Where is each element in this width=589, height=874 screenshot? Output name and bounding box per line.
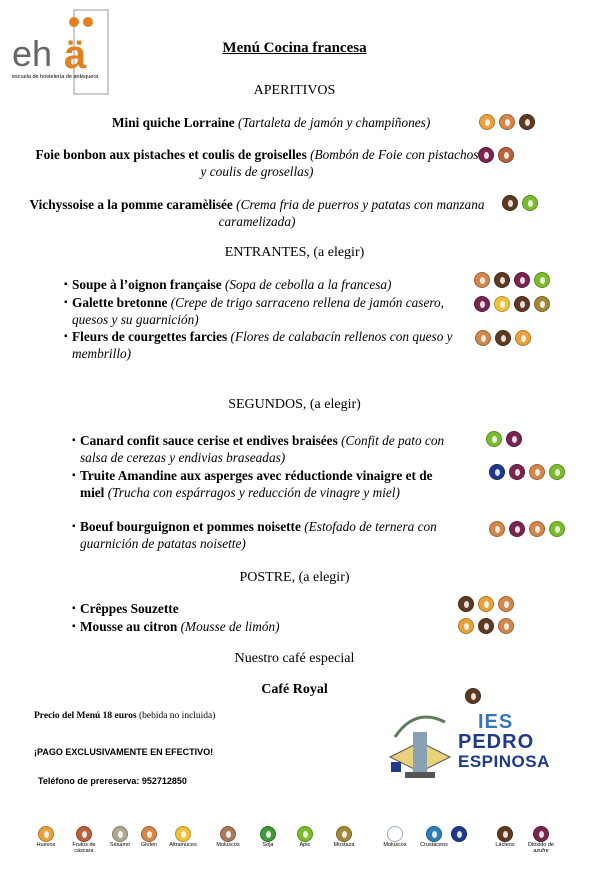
bullet: ▪ — [72, 435, 76, 446]
menu-item — [64, 294, 457, 328]
crustacean-icon — [426, 826, 442, 842]
celery-icon — [297, 826, 313, 842]
item-name: Truite Amandine aux asperges avec réductionde vinaigre et de miel — [80, 468, 433, 500]
celery-icon — [486, 431, 502, 447]
sulphite-icon — [514, 272, 530, 288]
section-aperitivos: APERITIVOS — [253, 83, 336, 98]
legend-item — [521, 826, 561, 854]
item-desc: (Confit de pato con salsa de cerezas y endivias braseadas) — [80, 433, 445, 465]
celery-icon — [549, 521, 565, 537]
allergen-icons — [486, 431, 522, 447]
mustard-icon — [534, 296, 550, 312]
allergen-icons — [502, 195, 538, 211]
legend-item — [208, 826, 248, 848]
legend-label: Mostaza — [333, 842, 355, 848]
fish-icon — [489, 464, 505, 480]
svg-text:eh: eh — [12, 33, 53, 74]
item-desc: (Trucha con espárragos y reducción de vinagre y miel) — [107, 485, 400, 500]
sulphite-icon — [474, 296, 490, 312]
bullet: ▪ — [64, 279, 68, 290]
fish-icon — [451, 826, 467, 842]
ies-crest-icon — [385, 702, 455, 782]
sulphite-icon — [509, 521, 525, 537]
mustard-icon — [336, 826, 352, 842]
sulphite-icon — [478, 147, 494, 163]
legend-label: Lácteos — [495, 842, 515, 848]
cafe-name: Café Royal — [261, 682, 328, 697]
legend-item — [414, 826, 454, 848]
bullet: ▪ — [72, 603, 76, 614]
item-name: Crêppes Souzette — [80, 601, 179, 616]
price-note: (bebida no incluida) — [138, 711, 216, 721]
item-name: Boeuf bourguignon et pommes noisette — [80, 519, 301, 534]
celery-icon — [534, 272, 550, 288]
item-name: Mini quiche Lorraine — [112, 115, 235, 130]
gluten-icon — [499, 114, 515, 130]
legend-label: Apio — [299, 842, 311, 848]
dairy-icon — [458, 596, 474, 612]
legend-label: Gluten — [140, 842, 158, 848]
dairy-icon — [497, 826, 513, 842]
celery-icon — [549, 464, 565, 480]
sesame-icon — [112, 826, 128, 842]
dairy-icon — [478, 618, 494, 634]
price-label: Precio del Menú 18 euros — [34, 711, 137, 721]
legend-item — [248, 826, 288, 848]
legend-label: Soja — [262, 842, 274, 848]
soy-icon — [260, 826, 276, 842]
item-desc: (Bombón de Foie con pistachos y coulis de grosellas) — [200, 147, 479, 179]
item-desc: (Crepe de trigo sarraceno rellena de jamón casero, quesos y su guarnición) — [72, 295, 445, 327]
allergen-icons — [489, 464, 565, 480]
bullet: ▪ — [72, 621, 76, 632]
celery-icon — [522, 195, 538, 211]
allergen-icons — [489, 521, 565, 537]
menu-item — [72, 432, 470, 466]
legend-label: Dióxido de azufre — [528, 842, 554, 854]
allergen-icons — [465, 688, 481, 704]
legend-item — [285, 826, 325, 848]
nut-icon — [498, 147, 514, 163]
bullet: ▪ — [72, 470, 76, 481]
ies-line3: ESPINOSA — [458, 752, 550, 771]
egg-icon — [38, 826, 54, 842]
mollusc-icon — [220, 826, 236, 842]
menu-item — [72, 518, 475, 552]
sulphite-icon — [509, 464, 525, 480]
bullet: ▪ — [64, 297, 68, 308]
shell-icon — [387, 826, 403, 842]
menu-item — [72, 600, 440, 617]
menu-item — [72, 618, 440, 635]
egg-icon — [478, 596, 494, 612]
dairy-icon — [495, 330, 511, 346]
bullet: ▪ — [72, 521, 76, 532]
menu-item — [112, 114, 472, 131]
legend-item — [64, 826, 104, 854]
lupin-icon — [494, 296, 510, 312]
dairy-icon — [502, 195, 518, 211]
egg-icon — [479, 114, 495, 130]
allergen-icons — [474, 296, 550, 312]
egg-icon — [515, 330, 531, 346]
legend-label: Moluscos — [216, 842, 240, 848]
legend-label: Moluscos — [383, 842, 407, 848]
allergen-icons — [478, 147, 514, 163]
legend-item — [163, 826, 203, 848]
item-name: Fleurs de courgettes farcies — [72, 329, 228, 344]
dairy-icon — [494, 272, 510, 288]
item-desc: (Tartaleta de jamón y champiñones) — [237, 115, 431, 130]
section-cafe: Nuestro café especial — [234, 651, 355, 666]
ies-line2: PEDRO — [458, 731, 535, 753]
fish-legend-item — [451, 826, 467, 847]
allergen-icons — [475, 330, 531, 346]
gluten-icon — [529, 464, 545, 480]
price-line — [34, 711, 215, 721]
section-segundos: SEGUNDOS, (a elegir) — [228, 397, 361, 412]
section-postre: POSTRE, (a elegir) — [239, 570, 350, 585]
gluten-icon — [489, 521, 505, 537]
legend-label: Altramuces — [169, 842, 197, 848]
item-desc: (Estofado de ternera con guarnición de patatas noisette) — [80, 519, 437, 551]
bullet: ▪ — [64, 331, 68, 342]
gluten-icon — [141, 826, 157, 842]
menu-item — [64, 328, 462, 362]
gluten-icon — [498, 596, 514, 612]
sulphite-icon — [533, 826, 549, 842]
sulphite-icon — [506, 431, 522, 447]
menu-item — [72, 467, 455, 501]
item-name: Foie bonbon aux pistaches et coulis de groiselles — [35, 147, 307, 162]
item-name: Galette bretonne — [72, 295, 168, 310]
item-desc: (Mousse de limón) — [180, 619, 280, 634]
item-desc: (Sopa de cebolla a la francesa) — [224, 277, 392, 292]
legend-item — [26, 826, 66, 848]
legend-label: Crustáceos — [420, 842, 448, 848]
dairy-icon — [514, 296, 530, 312]
allergen-icons — [479, 114, 535, 130]
item-desc: (Crema fria de puerros y patatas con manzana caramelizada) — [218, 197, 485, 229]
payment-notice: ¡PAGO EXCLUSIVAMENTE EN EFECTIVO! — [34, 747, 214, 757]
item-name: Vichyssoise a la pomme caramèlisée — [29, 197, 233, 212]
section-entrantes: ENTRANTES, (a elegir) — [224, 245, 365, 260]
item-name: Soupe à l’oignon française — [72, 277, 222, 292]
gluten-icon — [529, 521, 545, 537]
menu-item — [32, 146, 482, 180]
allergen-icons — [474, 272, 550, 288]
page-title: Menú Cocina francesa — [222, 40, 367, 56]
legend-label: Frutos de cáscara — [72, 842, 96, 854]
legend-item — [485, 826, 525, 848]
item-name: Canard confit sauce cerise et endives braisées — [80, 433, 338, 448]
svg-text:ä: ä — [64, 33, 87, 77]
dairy-icon — [519, 114, 535, 130]
ies-logo — [458, 712, 550, 772]
allergen-icons — [458, 596, 514, 612]
logo-tagline: escuela de hostelería de antequera — [12, 74, 99, 80]
legend-label: Huevos — [36, 842, 56, 848]
allergen-icons — [458, 618, 514, 634]
gluten-icon — [474, 272, 490, 288]
menu-item — [64, 276, 452, 293]
legend-label: Sésamo — [109, 842, 131, 848]
nut-icon — [76, 826, 92, 842]
item-name: Mousse au citron — [80, 619, 178, 634]
legend-item — [324, 826, 364, 848]
menu-item — [22, 196, 492, 230]
gluten-icon — [475, 330, 491, 346]
ies-line1: IES — [478, 711, 514, 733]
item-desc: (Flores de calabacín rellenos con queso y membrillo) — [72, 329, 453, 361]
egg-icon — [458, 618, 474, 634]
gluten-icon — [498, 618, 514, 634]
lupin-icon — [175, 826, 191, 842]
phone-number: Teléfono de prereserva: 952712850 — [38, 776, 187, 786]
legend-item — [375, 826, 415, 848]
dairy-icon — [465, 688, 481, 704]
